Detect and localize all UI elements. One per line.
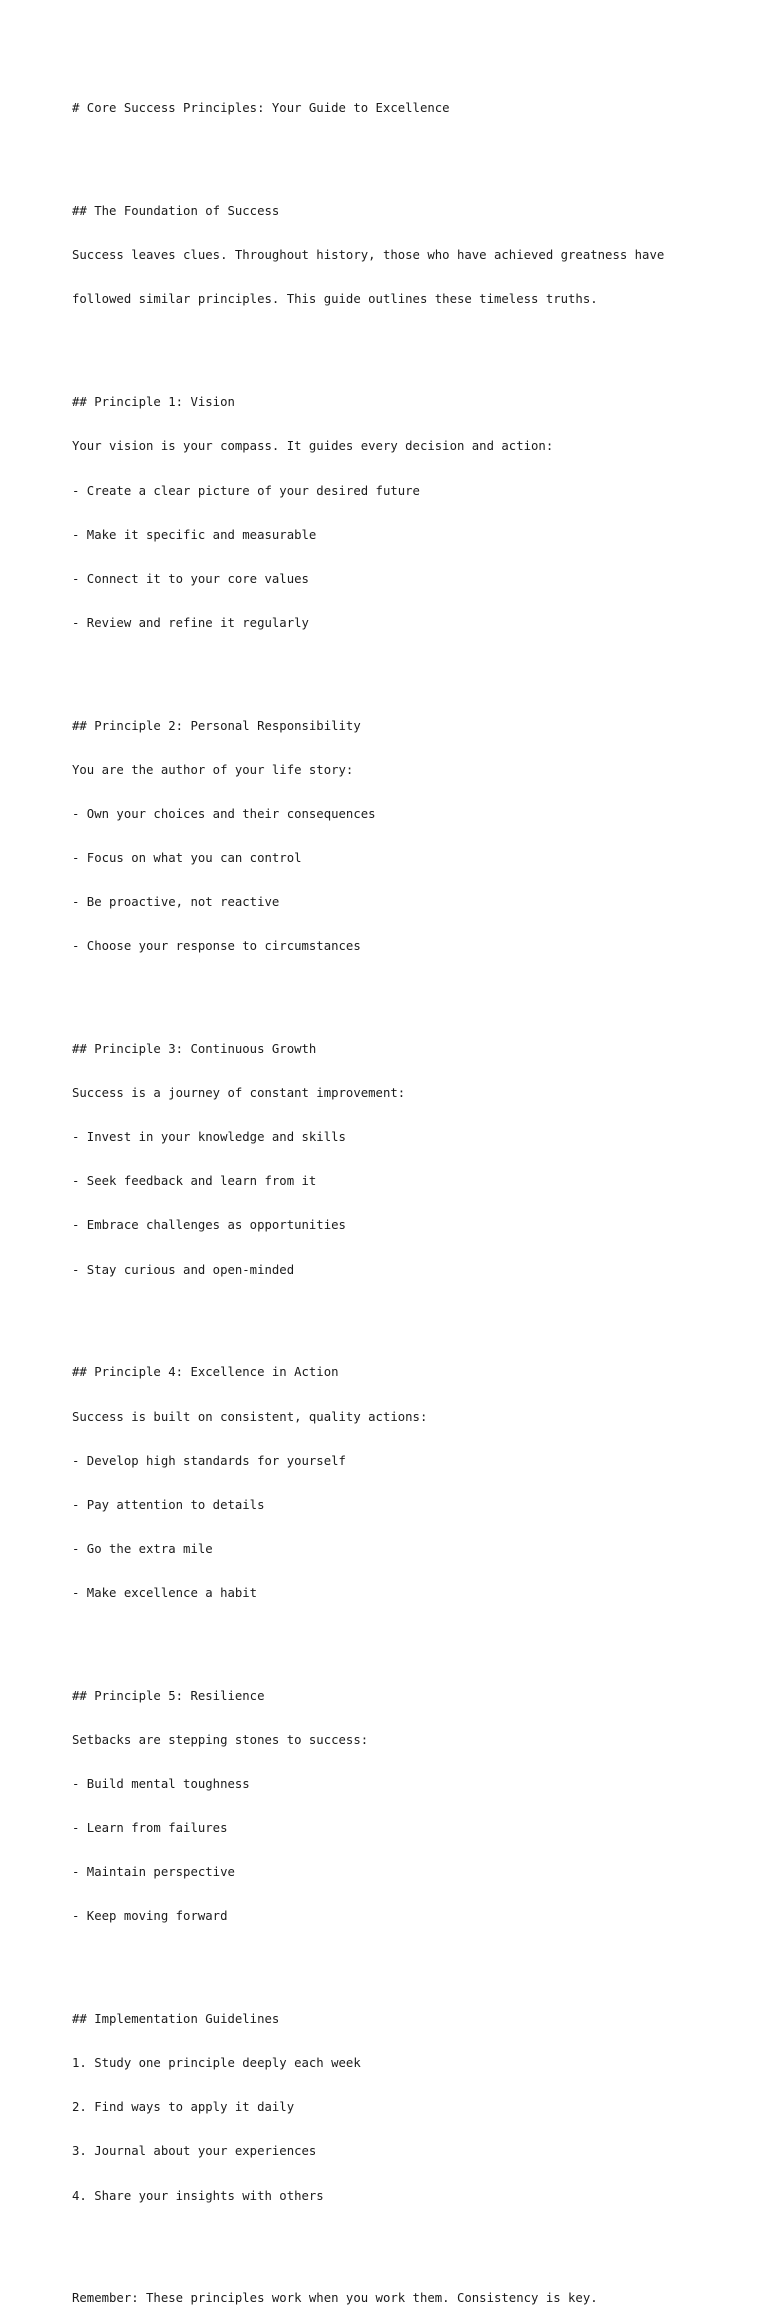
list-item: - Choose your response to circumstances xyxy=(72,939,361,954)
list-item: - Pay attention to details xyxy=(72,1497,265,1512)
list-item: - Connect it to your core values xyxy=(72,571,309,586)
principle2-heading: ## Principle 2: Personal Responsibility xyxy=(72,718,361,733)
principle3-heading: ## Principle 3: Continuous Growth xyxy=(72,1042,317,1057)
principle1-heading: ## Principle 1: Vision xyxy=(72,395,235,410)
blank-line xyxy=(72,1953,752,1968)
numbered-item: 2. Find ways to apply it daily xyxy=(72,2100,295,2115)
principle2-intro: You are the author of your life story: xyxy=(72,762,354,777)
blank-line xyxy=(72,1307,752,1322)
numbered-item: 1. Study one principle deeply each week xyxy=(72,2056,361,2071)
blank-line xyxy=(72,146,752,161)
document-page xyxy=(72,72,752,2321)
numbered-item: 3. Journal about your experiences xyxy=(72,2144,317,2159)
list-item: - Build mental toughness xyxy=(72,1777,250,1791)
blank-line xyxy=(72,1630,752,1645)
principle5-intro: Setbacks are stepping stones to success: xyxy=(72,1732,369,1747)
list-item: - Own your choices and their consequences xyxy=(72,806,376,821)
list-item: - Develop high standards for yourself xyxy=(72,1453,346,1468)
list-item: - Maintain perspective xyxy=(72,1865,235,1880)
list-item: - Focus on what you can control xyxy=(72,851,302,866)
blank-line xyxy=(72,983,752,998)
list-item: - Review and refine it regularly xyxy=(72,615,309,630)
principle5-heading: ## Principle 5: Resilience xyxy=(72,1688,265,1703)
list-item: - Learn from failures xyxy=(72,1821,228,1836)
blank-line xyxy=(72,337,752,352)
principle1-intro: Your vision is your compass. It guides every decision and action: xyxy=(72,439,554,454)
list-item: - Create a clear picture of your desired future xyxy=(72,483,420,498)
foundation-heading: ## The Foundation of Success xyxy=(72,204,280,219)
list-item: - Make excellence a habit xyxy=(72,1585,258,1600)
list-item: - Go the extra mile xyxy=(72,1541,213,1556)
foundation-text-line: followed similar principles. This guide outlines these timeless truths. xyxy=(72,292,598,307)
list-item: - Be proactive, not reactive xyxy=(72,895,280,910)
foundation-text-line: Success leaves clues. Throughout history, those who have achieved greatness have xyxy=(72,248,665,263)
principle3-intro: Success is a journey of constant improvement: xyxy=(72,1086,406,1101)
list-item: - Stay curious and open-minded xyxy=(72,1262,295,1277)
list-item: - Invest in your knowledge and skills xyxy=(72,1130,346,1145)
numbered-item: 4. Share your insights with others xyxy=(72,2188,324,2203)
list-item: - Seek feedback and learn from it xyxy=(72,1174,317,1189)
list-item: - Make it specific and measurable xyxy=(72,527,317,542)
document-title: # Core Success Principles: Your Guide to Excellence xyxy=(72,101,450,116)
blank-line xyxy=(72,2233,752,2248)
list-item: - Embrace challenges as opportunities xyxy=(72,1218,346,1233)
closing-line: Remember: These principles work when you work them. Consistency is key. xyxy=(72,2291,598,2306)
blank-line xyxy=(72,660,752,675)
implementation-heading: ## Implementation Guidelines xyxy=(72,2012,280,2027)
list-item: - Keep moving forward xyxy=(72,1909,228,1924)
principle4-intro: Success is built on consistent, quality actions: xyxy=(72,1409,428,1424)
principle4-heading: ## Principle 4: Excellence in Action xyxy=(72,1365,339,1380)
